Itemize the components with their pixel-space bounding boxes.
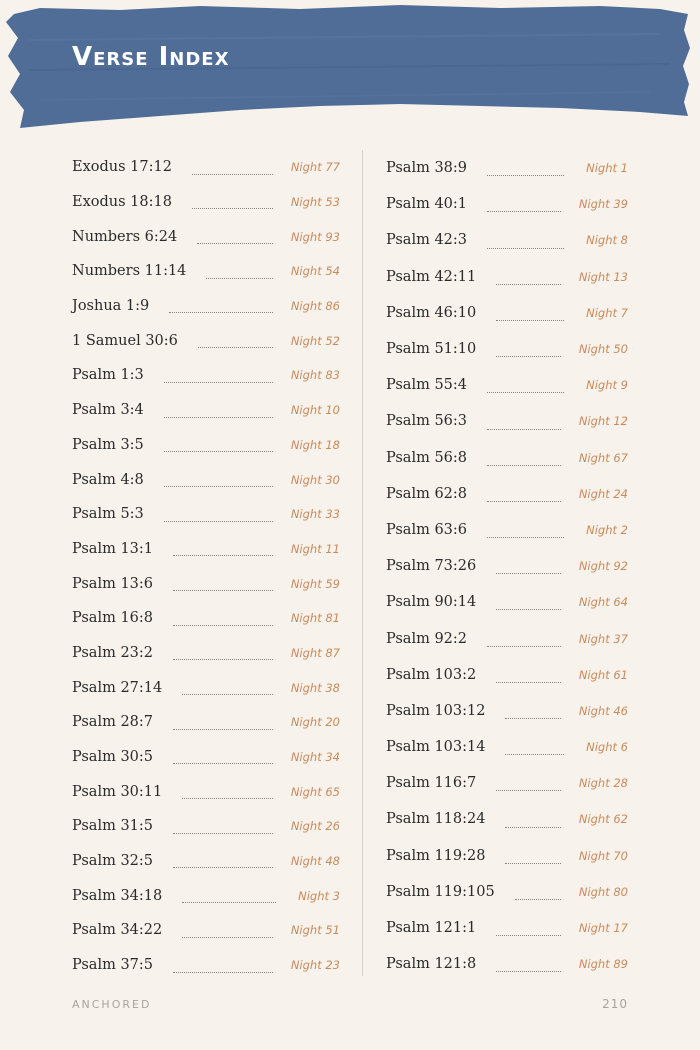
- dot-leader: [496, 319, 564, 321]
- verse-reference: Psalm 13:1: [72, 540, 154, 557]
- index-entry: [386, 946, 628, 982]
- verse-reference: Joshua 1:9: [72, 298, 150, 315]
- dot-leader: [197, 242, 273, 244]
- dot-leader: [182, 797, 273, 799]
- night-reference: Night 20: [290, 715, 340, 730]
- dot-leader: [487, 645, 561, 647]
- index-entry: [386, 620, 628, 656]
- index-entry: [72, 740, 340, 775]
- night-reference: Night 24: [578, 486, 628, 501]
- dot-leader: [173, 866, 273, 868]
- index-entry: [386, 584, 628, 620]
- dot-leader: [487, 464, 561, 466]
- night-reference: Night 64: [578, 595, 628, 610]
- night-reference: Night 9: [586, 378, 628, 393]
- verse-reference: Psalm 40:1: [386, 196, 468, 213]
- night-reference: Night 51: [290, 923, 340, 938]
- dot-leader: [182, 936, 273, 938]
- dot-leader: [496, 681, 561, 683]
- night-reference: Night 67: [578, 450, 628, 465]
- index-entry: [72, 670, 340, 705]
- verse-reference: Exodus 18:18: [72, 194, 172, 211]
- night-reference: Night 93: [290, 229, 340, 244]
- night-reference: Night 17: [578, 921, 628, 936]
- index-entry: [386, 765, 628, 801]
- verse-reference: Psalm 73:26: [386, 558, 477, 575]
- verse-reference: Psalm 28:7: [72, 714, 154, 731]
- index-entry: [386, 512, 628, 548]
- index-entry: [72, 948, 340, 983]
- index-entry: [72, 150, 340, 185]
- right-index-column: [386, 150, 628, 982]
- night-reference: Night 2: [586, 522, 628, 537]
- verse-reference: Psalm 92:2: [386, 630, 468, 647]
- index-entry: [386, 295, 628, 331]
- dot-leader: [496, 283, 561, 285]
- index-entry: [386, 403, 628, 439]
- dot-leader: [487, 174, 564, 176]
- index-entry: [72, 428, 340, 463]
- index-entry: [386, 476, 628, 512]
- night-reference: Night 26: [290, 819, 340, 834]
- dot-leader: [487, 500, 561, 502]
- night-reference: Night 83: [290, 368, 340, 383]
- verse-reference: Psalm 30:5: [72, 749, 154, 766]
- night-reference: Night 50: [578, 342, 628, 357]
- dot-leader: [192, 207, 273, 209]
- dot-leader: [505, 717, 560, 719]
- verse-reference: Psalm 90:14: [386, 594, 477, 611]
- night-reference: Night 6: [586, 740, 628, 755]
- dot-leader: [206, 277, 272, 279]
- dot-leader: [164, 450, 273, 452]
- index-entry: [72, 636, 340, 671]
- verse-reference: Psalm 31:5: [72, 818, 154, 835]
- verse-reference: Psalm 13:6: [72, 575, 154, 592]
- verse-reference: Psalm 46:10: [386, 304, 477, 321]
- verse-reference: Psalm 121:8: [386, 956, 477, 973]
- dot-leader: [487, 536, 564, 538]
- index-entry: [72, 462, 340, 497]
- verse-reference: Psalm 103:12: [386, 702, 486, 719]
- index-entry: [72, 601, 340, 636]
- index-entry: [386, 331, 628, 367]
- night-reference: Night 89: [578, 957, 628, 972]
- night-reference: Night 77: [290, 160, 340, 175]
- dot-leader: [515, 898, 561, 900]
- dot-leader: [496, 355, 561, 357]
- column-divider: [362, 150, 363, 976]
- night-reference: Night 46: [578, 703, 628, 718]
- dot-leader: [192, 173, 273, 175]
- verse-reference: Psalm 51:10: [386, 341, 477, 358]
- dot-leader: [198, 346, 273, 348]
- verse-reference: Psalm 3:4: [72, 402, 144, 419]
- index-entry: [72, 774, 340, 809]
- dot-leader: [164, 416, 273, 418]
- night-reference: Night 1: [586, 161, 628, 176]
- left-index-column: [72, 150, 340, 983]
- verse-reference: Psalm 34:18: [72, 887, 163, 904]
- verse-reference: Psalm 1:3: [72, 367, 144, 384]
- night-reference: Night 37: [578, 631, 628, 646]
- night-reference: Night 86: [290, 299, 340, 314]
- dot-leader: [496, 789, 561, 791]
- header-banner: [0, 0, 700, 140]
- dot-leader: [173, 832, 273, 834]
- verse-reference: Psalm 4:8: [72, 471, 144, 488]
- dot-leader: [496, 608, 561, 610]
- dot-leader: [496, 934, 561, 936]
- verse-reference: Psalm 34:22: [72, 922, 163, 939]
- verse-reference: Psalm 3:5: [72, 436, 144, 453]
- index-entry: [386, 440, 628, 476]
- index-entry: [386, 838, 628, 874]
- index-entry: [72, 289, 340, 324]
- dot-leader: [173, 971, 273, 973]
- index-entry: [72, 566, 340, 601]
- dot-leader: [505, 753, 564, 755]
- dot-leader: [505, 826, 560, 828]
- verse-reference: Psalm 30:11: [72, 783, 163, 800]
- dot-leader: [164, 381, 273, 383]
- dot-leader: [173, 658, 273, 660]
- night-reference: Night 13: [578, 269, 628, 284]
- index-entry: [386, 693, 628, 729]
- index-entry: [386, 910, 628, 946]
- night-reference: Night 39: [578, 197, 628, 212]
- index-entry: [386, 150, 628, 186]
- index-entry: [72, 532, 340, 567]
- dot-leader: [173, 762, 273, 764]
- index-entry: [72, 323, 340, 358]
- verse-reference: 1 Samuel 30:6: [72, 332, 178, 349]
- verse-reference: Psalm 37:5: [72, 957, 154, 974]
- dot-leader: [496, 970, 561, 972]
- index-entry: [72, 497, 340, 532]
- index-entry: [386, 729, 628, 765]
- night-reference: Night 33: [290, 507, 340, 522]
- dot-leader: [487, 428, 561, 430]
- verse-reference: Psalm 55:4: [386, 377, 468, 394]
- verse-reference: Psalm 62:8: [386, 485, 468, 502]
- dot-leader: [173, 624, 273, 626]
- verse-reference: Psalm 118:24: [386, 811, 486, 828]
- index-entry: [72, 878, 340, 913]
- verse-reference: Psalm 121:1: [386, 920, 477, 937]
- index-entry: [72, 393, 340, 428]
- night-reference: Night 70: [578, 848, 628, 863]
- night-reference: Night 61: [578, 667, 628, 682]
- night-reference: Night 18: [290, 437, 340, 452]
- dot-leader: [164, 485, 273, 487]
- dot-leader: [487, 247, 564, 249]
- night-reference: Night 30: [290, 472, 340, 487]
- night-reference: Night 23: [290, 958, 340, 973]
- night-reference: Night 28: [578, 776, 628, 791]
- index-entry: [386, 186, 628, 222]
- night-reference: Night 3: [298, 888, 340, 903]
- page-number: 210: [602, 997, 628, 1011]
- dot-leader: [173, 589, 273, 591]
- dot-leader: [487, 391, 564, 393]
- index-entry: [386, 548, 628, 584]
- night-reference: Night 11: [290, 541, 340, 556]
- verse-reference: Psalm 56:3: [386, 413, 468, 430]
- night-reference: Night 65: [290, 784, 340, 799]
- night-reference: Night 48: [290, 854, 340, 869]
- verse-reference: Psalm 119:28: [386, 847, 486, 864]
- dot-leader: [173, 554, 273, 556]
- night-reference: Night 62: [578, 812, 628, 827]
- dot-leader: [182, 901, 276, 903]
- book-title: ANCHORED: [72, 998, 152, 1011]
- index-entry: [72, 913, 340, 948]
- verse-reference: Numbers 11:14: [72, 263, 187, 280]
- night-reference: Night 87: [290, 645, 340, 660]
- night-reference: Night 34: [290, 750, 340, 765]
- index-entry: [386, 259, 628, 295]
- night-reference: Night 92: [578, 559, 628, 574]
- night-reference: Night 52: [290, 333, 340, 348]
- dot-leader: [182, 693, 273, 695]
- index-entry: [72, 185, 340, 220]
- index-entry: [386, 657, 628, 693]
- index-entry: [386, 367, 628, 403]
- index-entry: [72, 809, 340, 844]
- verse-reference: Psalm 38:9: [386, 160, 468, 177]
- index-entry: [386, 222, 628, 258]
- index-entry: [72, 358, 340, 393]
- verse-reference: Psalm 63:6: [386, 521, 468, 538]
- page-title: Verse Index: [72, 42, 230, 72]
- verse-reference: Psalm 5:3: [72, 506, 144, 523]
- verse-reference: Psalm 119:105: [386, 883, 495, 900]
- dot-leader: [505, 862, 560, 864]
- index-entry: [72, 705, 340, 740]
- verse-reference: Exodus 17:12: [72, 159, 172, 176]
- verse-reference: Psalm 42:11: [386, 268, 477, 285]
- night-reference: Night 54: [290, 264, 340, 279]
- verse-reference: Psalm 32:5: [72, 853, 154, 870]
- verse-reference: Psalm 27:14: [72, 679, 163, 696]
- index-entry: [386, 801, 628, 837]
- night-reference: Night 8: [586, 233, 628, 248]
- night-reference: Night 10: [290, 403, 340, 418]
- verse-reference: Numbers 6:24: [72, 228, 178, 245]
- verse-reference: Psalm 42:3: [386, 232, 468, 249]
- night-reference: Night 7: [586, 305, 628, 320]
- night-reference: Night 53: [290, 195, 340, 210]
- verse-reference: Psalm 23:2: [72, 644, 154, 661]
- verse-reference: Psalm 103:14: [386, 739, 486, 756]
- verse-reference: Psalm 16:8: [72, 610, 154, 627]
- night-reference: Night 81: [290, 611, 340, 626]
- index-entry: [72, 219, 340, 254]
- verse-reference: Psalm 116:7: [386, 775, 477, 792]
- index-entry: [72, 844, 340, 879]
- night-reference: Night 38: [290, 680, 340, 695]
- dot-leader: [173, 728, 273, 730]
- index-entry: [386, 874, 628, 910]
- dot-leader: [496, 572, 561, 574]
- dot-leader: [164, 520, 273, 522]
- verse-reference: Psalm 103:2: [386, 666, 477, 683]
- night-reference: Night 12: [578, 414, 628, 429]
- night-reference: Night 59: [290, 576, 340, 591]
- night-reference: Night 80: [578, 884, 628, 899]
- index-entry: [72, 254, 340, 289]
- dot-leader: [487, 210, 561, 212]
- verse-reference: Psalm 56:8: [386, 449, 468, 466]
- dot-leader: [169, 311, 273, 313]
